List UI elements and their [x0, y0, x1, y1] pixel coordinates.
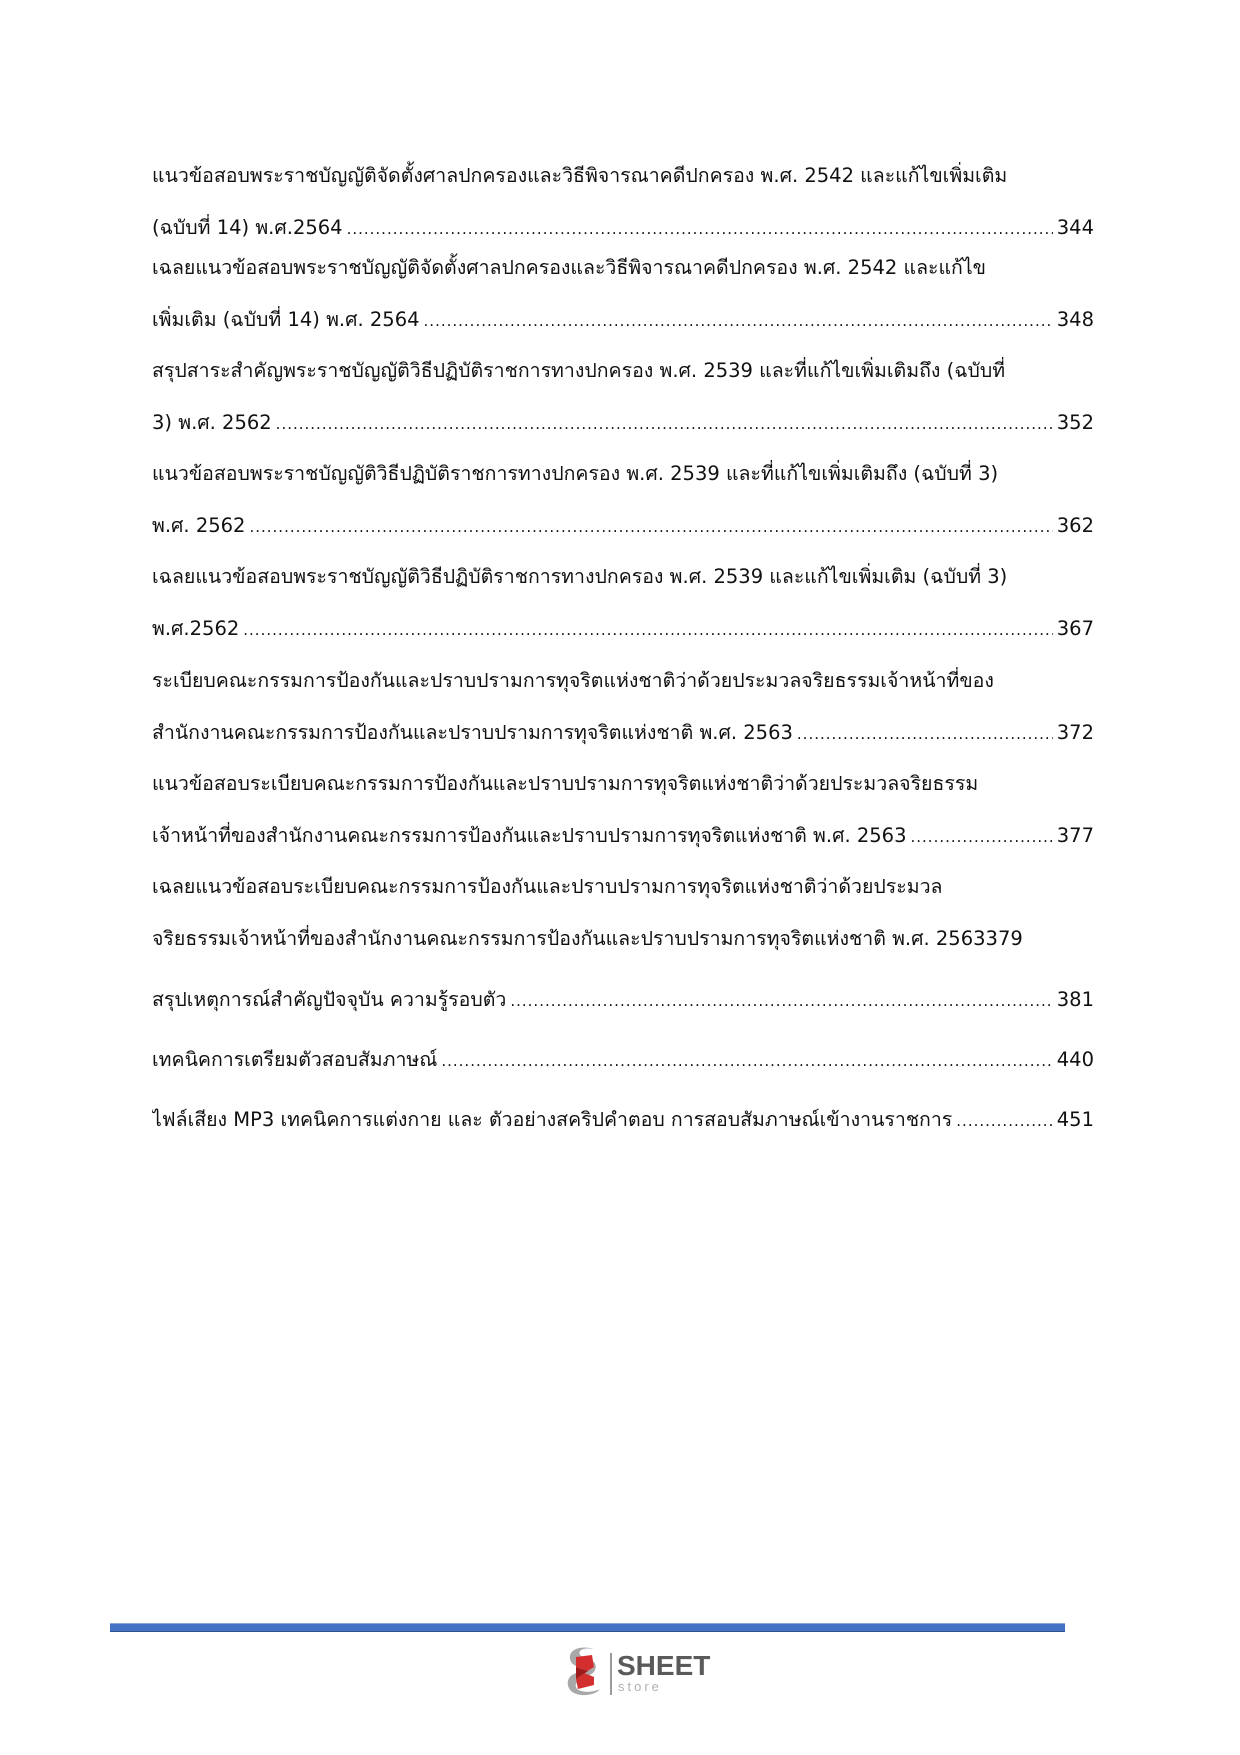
footer-divider-bar: [110, 1623, 1065, 1632]
toc-entry-title-cont: จริยธรรมเจ้าหน้าที่ของสำนักงานคณะกรรมการป้องกันและปราบปรามการทุจริตแห่งชาติ พ.ศ. 2563: [152, 927, 986, 950]
dot-leader: [276, 398, 1053, 449]
toc-entry[interactable]: [152, 758, 1094, 862]
dot-leader: [441, 1035, 1052, 1086]
toc-entry-title-cont: 3) พ.ศ. 2562: [152, 411, 272, 434]
toc-page-number[interactable]: 367: [1056, 617, 1094, 640]
toc-entry-line-1: [152, 758, 1094, 810]
toc-page-number[interactable]: 348: [1056, 308, 1094, 331]
toc-page-number[interactable]: 440: [1056, 1048, 1094, 1071]
toc-entry-line-1: [152, 345, 1094, 397]
toc-entry-line-1: [152, 655, 1094, 707]
dot-leader: [510, 975, 1052, 1026]
toc-page-number[interactable]: 379: [985, 927, 1023, 950]
toc-entry[interactable]: [152, 448, 1094, 552]
toc-entry-line-1: [152, 242, 1094, 294]
toc-entry[interactable]: [152, 551, 1094, 655]
toc-entry[interactable]: [152, 861, 1094, 965]
toc-entry-title: เฉลยแนวข้อสอบระเบียบคณะกรรมการป้องกันและปราบปรามการทุจริตแห่งชาติว่าด้วยประมวล: [152, 875, 943, 898]
dot-leader: [911, 811, 1053, 862]
dot-leader: [249, 501, 1052, 552]
toc-page-number[interactable]: 377: [1056, 824, 1094, 847]
toc-entry-line-1: [152, 448, 1094, 500]
toc-entry-title: ไฟล์เสียง MP3 เทคนิคการแต่งกาย และ ตัวอย่างสคริปคำตอบ การสอบสัมภาษณ์เข้างานราชการ: [152, 1108, 953, 1131]
toc-entry-title: แนวข้อสอบพระราชบัญญัติจัดตั้งศาลปกครองและวิธีพิจารณาคดีปกครอง พ.ศ. 2542 และแก้ไขเพิ่มเติม: [152, 164, 1008, 187]
toc-page-number[interactable]: 344: [1056, 216, 1094, 239]
toc-entry-title: แนวข้อสอบระเบียบคณะกรรมการป้องกันและปราบปรามการทุจริตแห่งชาติว่าด้วยประมวลจริยธรรม: [152, 772, 979, 795]
toc-page-number[interactable]: 372: [1056, 721, 1094, 744]
toc-entry-line-1: [152, 551, 1094, 603]
toc-entry-title: เฉลยแนวข้อสอบพระราชบัญญัติวิธีปฏิบัติราชการทางปกครอง พ.ศ. 2539 และแก้ไขเพิ่มเติม (ฉบับที่ 3): [152, 565, 1008, 588]
toc-entry-title-cont: เพิ่มเติม (ฉบับที่ 14) พ.ศ. 2564: [152, 308, 420, 331]
sheet-store-logo: [564, 1645, 724, 1701]
dot-leader: [797, 708, 1053, 759]
toc-entry-line-1: [152, 861, 1094, 913]
toc-entry-line-2: [152, 397, 1094, 449]
toc-entry[interactable]: [152, 974, 1094, 1026]
toc-entry-line-2: [152, 707, 1094, 759]
logo-divider: [610, 1653, 612, 1695]
toc-entry[interactable]: [152, 150, 1094, 254]
toc-entry[interactable]: [152, 242, 1094, 346]
dot-leader: [243, 604, 1053, 655]
toc-entry-line-1: [152, 974, 1094, 1026]
toc-entry-line-2: [152, 603, 1094, 655]
toc-entry-line-2: [152, 500, 1094, 552]
toc-entry[interactable]: [152, 1094, 1094, 1146]
toc-entry-title-cont: เจ้าหน้าที่ของสำนักงานคณะกรรมการป้องกันและปราบปรามการทุจริตแห่งชาติ พ.ศ. 2563: [152, 824, 907, 847]
toc-entry-title-cont: (ฉบับที่ 14) พ.ศ.2564: [152, 216, 343, 239]
toc-entry-title: เทคนิคการเตรียมตัวสอบสัมภาษณ์: [152, 1048, 438, 1071]
logo-brand-text: SHEET: [617, 1650, 711, 1681]
sheet-store-s-mark-icon: [564, 1645, 604, 1697]
dot-leader: [956, 1095, 1052, 1146]
toc-entry[interactable]: [152, 655, 1094, 759]
toc-entry-title: แนวข้อสอบพระราชบัญญัติวิธีปฏิบัติราชการทางปกครอง พ.ศ. 2539 และที่แก้ไขเพิ่มเติมถึง (ฉบับที่ 3): [152, 462, 999, 485]
toc-entry-line-2: [152, 294, 1094, 346]
toc-entry-line-1: [152, 150, 1094, 202]
toc-entry-line-2: [152, 913, 1094, 965]
toc-entry-title: เฉลยแนวข้อสอบพระราชบัญญัติจัดตั้งศาลปกครองและวิธีพิจารณาคดีปกครอง พ.ศ. 2542 และแก้ไข: [152, 256, 987, 279]
toc-entry-title-cont: พ.ศ.2562: [152, 617, 240, 640]
toc-entry-line-2: [152, 810, 1094, 862]
toc-entry-title: สรุปสาระสำคัญพระราชบัญญัติวิธีปฏิบัติราชการทางปกครอง พ.ศ. 2539 และที่แก้ไขเพิ่มเติมถึง (ฉบับที่: [152, 359, 1006, 382]
toc-entry-title-cont: สำนักงานคณะกรรมการป้องกันและปราบปรามการทุจริตแห่งชาติ พ.ศ. 2563: [152, 721, 793, 744]
logo-sub-text: store: [618, 1679, 662, 1694]
toc-entry-title-cont: พ.ศ. 2562: [152, 514, 246, 537]
toc-entry[interactable]: [152, 1034, 1094, 1086]
toc-entry[interactable]: [152, 345, 1094, 449]
toc-page-number[interactable]: 362: [1056, 514, 1094, 537]
toc-entry-title: สรุปเหตุการณ์สำคัญปัจจุบัน ความรู้รอบตัว: [152, 988, 507, 1011]
toc-page-number[interactable]: 381: [1056, 988, 1094, 1011]
toc-page-number[interactable]: 451: [1056, 1108, 1094, 1131]
toc-entry-line-1: [152, 1094, 1094, 1146]
toc-page-number[interactable]: 352: [1056, 411, 1094, 434]
dot-leader: [424, 295, 1053, 346]
toc-entry-title: ระเบียบคณะกรรมการป้องกันและปราบปรามการทุจริตแห่งชาติว่าด้วยประมวลจริยธรรมเจ้าหน้าที่ของ: [152, 669, 994, 692]
toc-entry-line-1: [152, 1034, 1094, 1086]
